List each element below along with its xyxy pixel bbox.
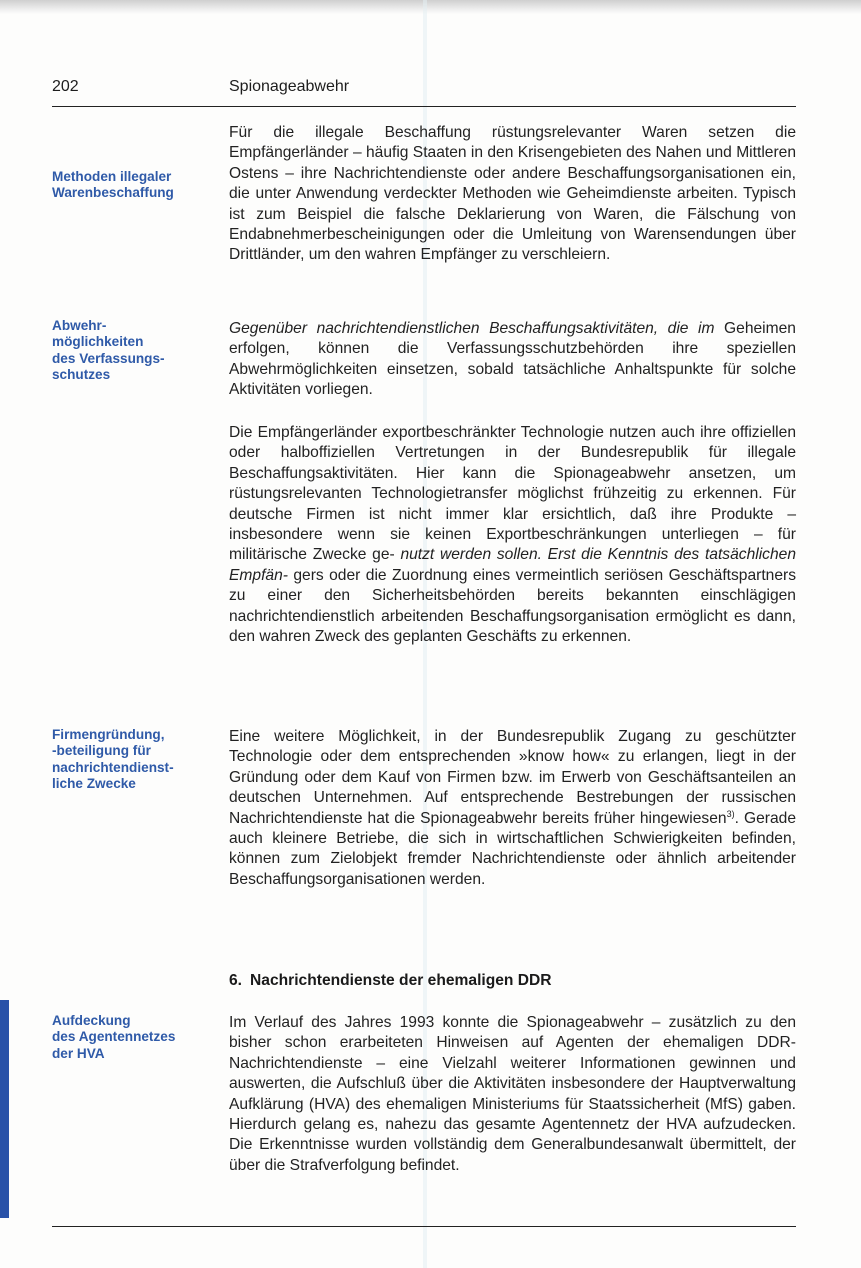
sidenote-line: des Agentennetzes [52,1029,176,1045]
page-header [0,78,861,104]
section-number: 6. [229,972,243,989]
italic-run: Gegenüber nachrichtendienstlichen Beschaffungsaktivitäten, die im [229,320,715,337]
sidenote-line: des Verfassungs- [52,350,165,366]
scan-edge-shadow [0,0,861,14]
sidenote-line: Warenbeschaffung [52,185,174,201]
text-run: . Gerade auch kleinere Betriebe, die sich in wirtschaftlichen Schwierigkeiten befinden, können zum Zielobjekt fremder Nachrichtendienste oder ähnlich arbeitender Beschaffungsorganisationen werden. [229,809,796,888]
sidenote-line: Abwehr- [52,318,107,333]
text-run: Geheimen erfolgen, können die Verfassungsschutzbehörden ihre speziellen Abwehrmöglichkeiten einsetzen, sobald tatsächliche Anhaltspunkte für solche Aktivitäten vorliegen. [229,320,796,399]
paragraph-ddr: Im Verlauf des Jahres 1993 konnte die Spionageabwehr – zusätzlich zu den bisher schon erarbeiteten Hinweisen auf Agenten der ehemaligen DDR-Nachrichtendienste – eine Vielzahl weiterer Informationen gewinnen und auswerten, die Aufschluß über die Aktivitäten insbesondere der Hauptverwaltung Aufklärung (HVA) des ehemaligen Ministeriums für Staatssicherheit (MfS) gaben. Hierdurch gelang es, nahezu das gesamte Agentennetz der HVA aufzudecken. Die Erkenntnisse wurden vollständig dem Generalbundesanwalt übermittelt, der über die Strafverfolgung befindet. [229,1014,796,1174]
sidenote-firmengruendung [52,727,217,793]
section-heading [229,972,552,990]
sidenote-aufdeckung [52,1013,217,1062]
sidenote-line: -beteiligung für [52,743,151,759]
text-run: Eine weitere Möglichkeit, in der Bundesrepublik Zugang zu geschützter Technologie oder dem entsprechenden »know how« zu erlangen, liegt in der Gründung oder dem Kauf von Firmen bzw. im Erwerb von Geschäftsanteilen an deutschen Unternehmen. Auf entsprechende Bestrebungen der russischen Nachrichtendienste hat die Spionageabwehr bereits früher hingewiesen [229,728,796,827]
page-number: 202 [52,78,79,95]
sidenote-abwehr [52,318,217,384]
footnote-marker: 3) [726,808,735,819]
section-title: Nachrichtendienste der ehemaligen DDR [250,972,552,989]
text-run: gers oder die Zuordnung eines vermeintlich seriösen Geschäftspartners zu einer den Sicherheitsbehörden bereits bekannten einschlägigen nachrichtendienstlich arbeitenden Beschaffungsorganisation ermöglicht es dann, den wahren Zweck des geplanten Geschäfts zu erkennen. [229,566,796,646]
sidenote-line: nachrichtendienst- [52,759,174,775]
sidenote-line: der HVA [52,1045,105,1061]
sidenote-line: schutzes [52,367,111,383]
text-run: Die Empfängerländer exportbeschränkter Technologie nutzen auch ihre offiziellen oder halboffiziellen Vertretungen in der Bundesrepublik für illegale Beschaffungsaktivitäten. Hier kann die Spionageabwehr ansetzen, um rüstungsrelevanten Technologietransfer möglichst frühzeitig zu erkennen. Für deutsche Firmen ist nicht immer klar ersichtlich, daß ihre Produkte – insbesondere wenn sie keinen Exportbeschränkungen unterliegen – für militärische Zwecke ge- [229,424,796,564]
sidenote-line: liche Zwecke [52,776,136,792]
footer-rule [52,1226,796,1227]
margin-color-bar [0,1000,9,1218]
sidenote-line: möglichkeiten [52,334,144,350]
italic-run: nutzt werden sollen. Erst die Kenntnis des tatsächlichen Empfän- [229,546,796,584]
sidenote-methoden [52,169,217,202]
sidenote-line: Methoden illegaler [52,169,172,184]
paragraph-vertretungen [229,423,796,647]
sidenote-line: Aufdeckung [52,1013,131,1028]
paragraph-abwehrmoeglichkeiten [229,319,796,401]
header-rule [52,106,796,107]
paragraph-beschaffung: Für die illegale Beschaffung rüstungsrelevanter Waren setzen die Empfängerländer – häufig Staaten in den Krisengebieten des Nahen und Mittleren Ostens – ihre Nachrichtendienste oder andere Beschaffungsorganisationen ein, die unter Anwendung verdeckter Methoden wie Geheimdienste arbeiten. Typisch ist zum Beispiel die falsche Deklarierung von Waren, die Fälschung von Endabnehmerbescheinigungen oder die Umleitung von Warensendungen über Drittländer, um den wahren Empfänger zu verschleiern. [229,124,796,264]
running-title: Spionageabwehr [229,78,350,95]
paragraph-firmengruendung [229,727,796,890]
sidenote-line: Firmengründung, [52,727,165,742]
